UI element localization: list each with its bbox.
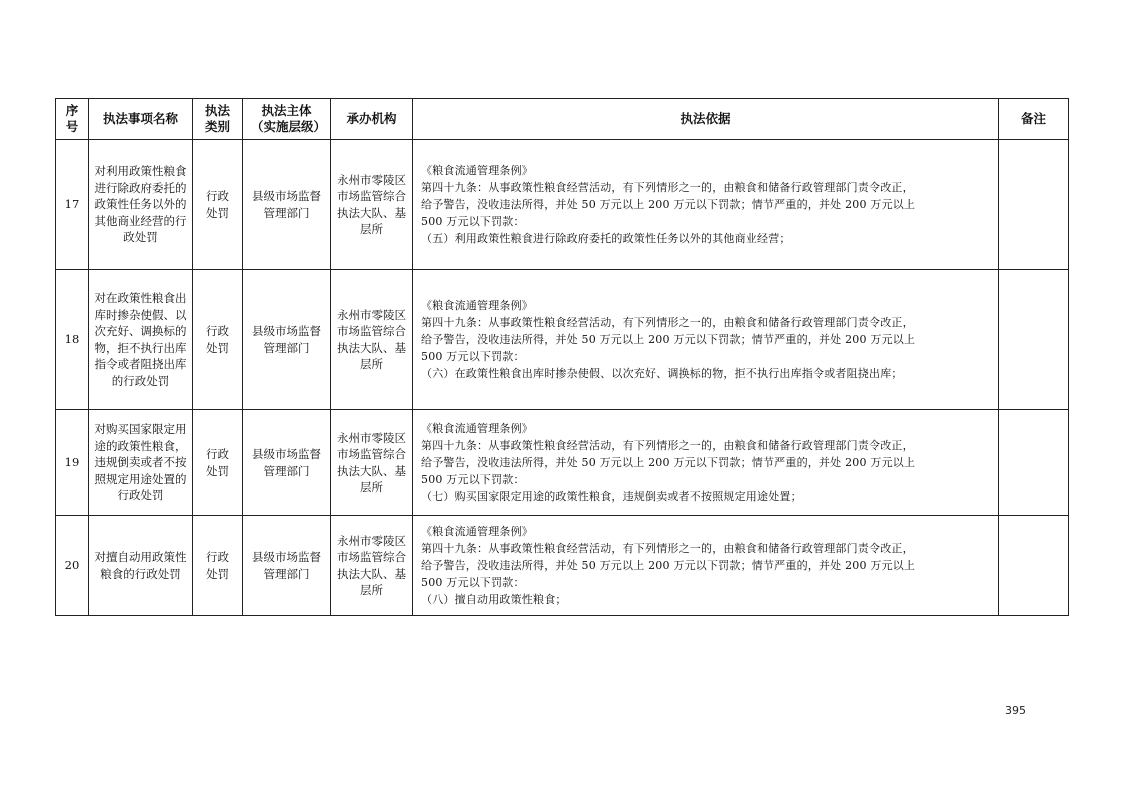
row-remarks <box>999 140 1069 270</box>
row-agency: 永州市零陵区市场监管综合执法大队、基层所 <box>331 270 413 410</box>
header-category: 执法类别 <box>193 99 243 140</box>
basis-line: 给予警告，没收违法所得，并处 50 万元以上 200 万元以下罚款；情节严重的，并处 200 万元以上 <box>421 333 916 346</box>
row-item-name: 对购买国家限定用途的政策性粮食，违规倒卖或者不按照规定用途处置的行政处罚 <box>89 410 193 516</box>
row-index: 17 <box>56 140 89 270</box>
header-basis: 执法依据 <box>413 99 999 140</box>
row-agency: 永州市零陵区市场监管综合执法大队、基层所 <box>331 516 413 616</box>
row-index: 19 <box>56 410 89 516</box>
row-subject: 县级市场监督管理部门 <box>243 516 331 616</box>
page-number: 395 <box>1005 704 1026 717</box>
row-agency: 永州市零陵区市场监管综合执法大队、基层所 <box>331 410 413 516</box>
row-remarks <box>999 270 1069 410</box>
basis-title: 《粮食流通管理条例》 <box>421 299 533 312</box>
basis-item: （七）购买国家限定用途的政策性粮食，违规倒卖或者不按照规定用途处置； <box>421 490 802 503</box>
enforcement-items-table <box>55 98 1069 616</box>
basis-item: （六）在政策性粮食出库时掺杂使假、以次充好、调换标的物，拒不执行出库指令或者阻挠出库； <box>421 367 903 380</box>
row-basis <box>413 270 999 410</box>
table-row <box>56 516 1069 616</box>
basis-line: 给予警告，没收违法所得，并处 50 万元以上 200 万元以下罚款；情节严重的，并处 200 万元以上 <box>421 456 916 469</box>
header-remarks: 备注 <box>999 99 1069 140</box>
row-subject: 县级市场监督管理部门 <box>243 270 331 410</box>
row-category: 行政处罚 <box>193 410 243 516</box>
basis-title: 《粮食流通管理条例》 <box>421 525 533 538</box>
basis-title: 《粮食流通管理条例》 <box>421 164 533 177</box>
basis-line: 第四十九条：从事政策性粮食经营活动，有下列情形之一的，由粮食和储备行政管理部门责令改正， <box>421 542 914 555</box>
table-row <box>56 410 1069 516</box>
table-header-row <box>56 99 1069 140</box>
basis-line: 第四十九条：从事政策性粮食经营活动，有下列情形之一的，由粮食和储备行政管理部门责令改正， <box>421 181 914 194</box>
row-item-name: 对擅自动用政策性粮食的行政处罚 <box>89 516 193 616</box>
basis-item: （八）擅自动用政策性粮食； <box>421 593 567 606</box>
header-agency: 承办机构 <box>331 99 413 140</box>
basis-line: 给予警告，没收违法所得，并处 50 万元以上 200 万元以下罚款；情节严重的，并处 200 万元以上 <box>421 198 916 211</box>
row-subject: 县级市场监督管理部门 <box>243 410 331 516</box>
header-subject: 执法主体（实施层级） <box>243 99 331 140</box>
row-remarks <box>999 516 1069 616</box>
table-row <box>56 140 1069 270</box>
row-category: 行政处罚 <box>193 516 243 616</box>
row-item-name: 对利用政策性粮食进行除政府委托的政策性任务以外的其他商业经营的行政处罚 <box>89 140 193 270</box>
basis-line: 第四十九条：从事政策性粮食经营活动，有下列情形之一的，由粮食和储备行政管理部门责令改正， <box>421 439 914 452</box>
enforcement-table-container <box>55 98 1068 616</box>
row-remarks <box>999 410 1069 516</box>
row-basis <box>413 140 999 270</box>
row-agency: 永州市零陵区市场监管综合执法大队、基层所 <box>331 140 413 270</box>
basis-line: 500 万元以下罚款： <box>421 215 525 228</box>
table-row <box>56 270 1069 410</box>
basis-line: 500 万元以下罚款： <box>421 576 525 589</box>
basis-line: 给予警告，没收违法所得，并处 50 万元以上 200 万元以下罚款；情节严重的，并处 200 万元以上 <box>421 559 916 572</box>
row-item-name: 对在政策性粮食出库时掺杂使假、以次充好、调换标的物，拒不执行出库指令或者阻挠出库的行政处罚 <box>89 270 193 410</box>
row-basis <box>413 516 999 616</box>
row-category: 行政处罚 <box>193 270 243 410</box>
basis-item: （五）利用政策性粮食进行除政府委托的政策性任务以外的其他商业经营； <box>421 232 791 245</box>
header-index: 序号 <box>56 99 89 140</box>
row-index: 18 <box>56 270 89 410</box>
basis-line: 500 万元以下罚款： <box>421 350 525 363</box>
basis-line: 500 万元以下罚款： <box>421 473 525 486</box>
row-basis <box>413 410 999 516</box>
header-name: 执法事项名称 <box>89 99 193 140</box>
row-subject: 县级市场监督管理部门 <box>243 140 331 270</box>
row-category: 行政处罚 <box>193 140 243 270</box>
basis-line: 第四十九条：从事政策性粮食经营活动，有下列情形之一的，由粮食和储备行政管理部门责令改正， <box>421 316 914 329</box>
basis-title: 《粮食流通管理条例》 <box>421 422 533 435</box>
row-index: 20 <box>56 516 89 616</box>
